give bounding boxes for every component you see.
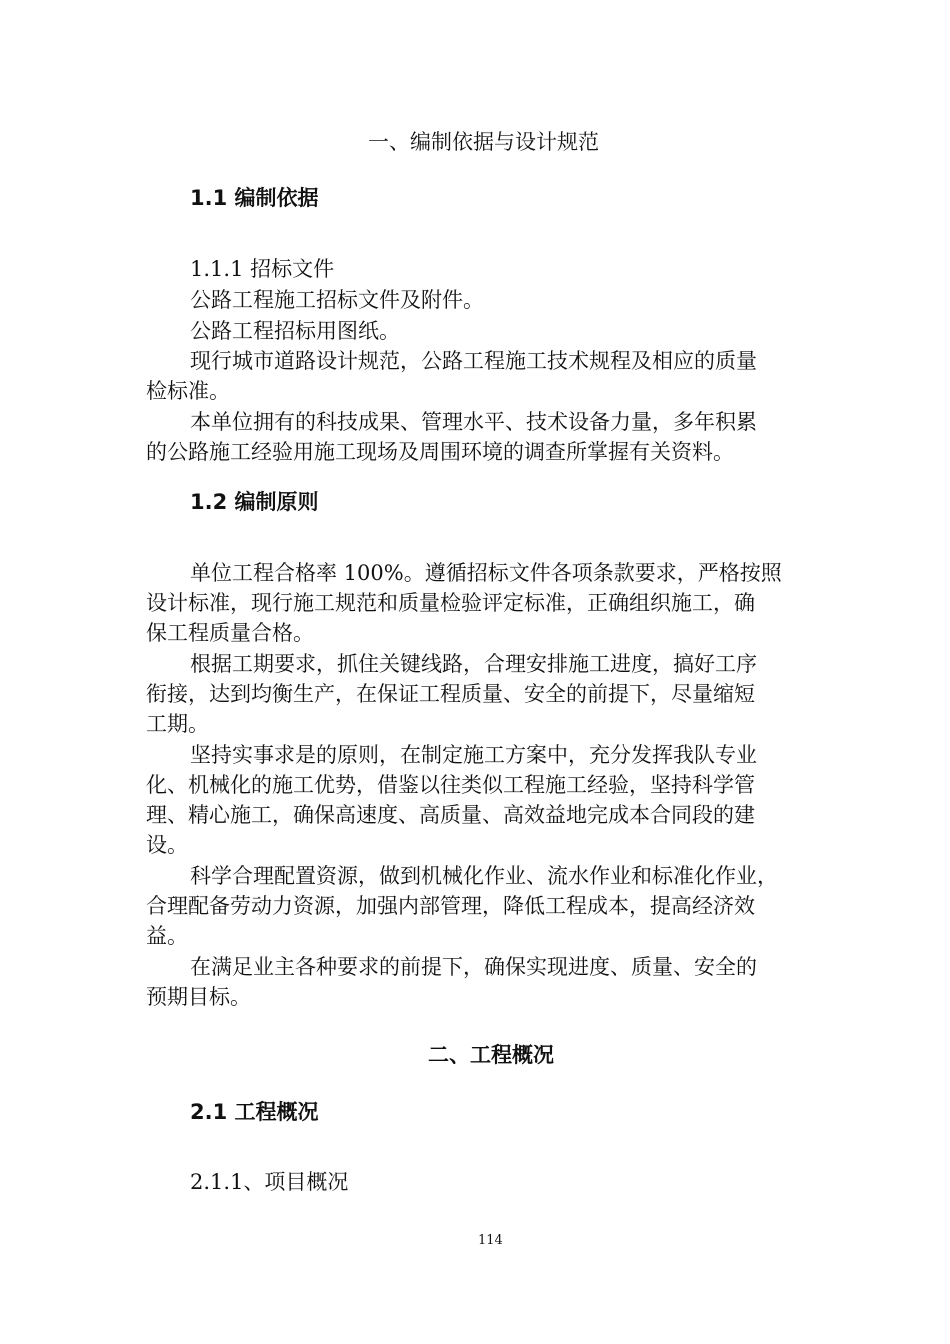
paragraph-8-line-2: 合理配备劳动力资源，加强内部管理，降低工程成本，提高经济效 xyxy=(146,894,755,918)
page-number: 114 xyxy=(478,1233,503,1248)
section1-title: 一、编制依据与设计规范 xyxy=(368,130,599,154)
paragraph-9-line-1: 在满足业主各种要求的前提下，确保实现进度、质量、安全的 xyxy=(190,955,757,979)
paragraph-9-line-2: 预期目标。 xyxy=(146,985,251,1009)
paragraph-4-line-2: 的公路施工经验用施工现场及周围环境的调查所掌握有关资料。 xyxy=(146,440,734,464)
paragraph-1: 公路工程施工招标文件及附件。 xyxy=(190,288,484,312)
paragraph-7-line-3: 理、精心施工，确保高速度、高质量、高效益地完成本合同段的建 xyxy=(146,803,755,827)
paragraph-7-line-1: 坚持实事求是的原则，在制定施工方案中，充分发挥我队专业 xyxy=(190,743,757,767)
paragraph-5-line-3: 保工程质量合格。 xyxy=(146,621,314,645)
heading-2-1: 2.1 工程概况 xyxy=(190,1100,319,1124)
paragraph-3-line-1: 现行城市道路设计规范，公路工程施工技术规程及相应的质量 xyxy=(190,349,757,373)
paragraph-5-line-1: 单位工程合格率 100%。遵循招标文件各项条款要求，严格按照 xyxy=(190,561,782,585)
paragraph-6-line-3: 工期。 xyxy=(146,712,209,736)
paragraph-6-line-1: 根据工期要求，抓住关键线路，合理安排施工进度，搞好工序 xyxy=(190,652,757,676)
paragraph-8-line-3: 益。 xyxy=(146,924,188,948)
paragraph-8-line-1: 科学合理配置资源，做到机械化作业、流水作业和标准化作业， xyxy=(190,864,778,888)
heading-1-1: 1.1 编制依据 xyxy=(190,186,319,210)
paragraph-3-line-2: 检标准。 xyxy=(146,379,230,403)
paragraph-4-line-1: 本单位拥有的科技成果、管理水平、技术设备力量，多年积累 xyxy=(190,410,757,434)
heading-2-1-1: 2.1.1、项目概况 xyxy=(190,1170,349,1194)
heading-1-2: 1.2 编制原则 xyxy=(190,490,319,514)
heading-1-1-1: 1.1.1 招标文件 xyxy=(190,257,335,281)
paragraph-7-line-2: 化、机械化的施工优势，借鉴以往类似工程施工经验，坚持科学管 xyxy=(146,773,755,797)
paragraph-2: 公路工程招标用图纸。 xyxy=(190,319,400,343)
section2-title: 二、工程概况 xyxy=(428,1043,554,1067)
paragraph-6-line-2: 衔接，达到均衡生产，在保证工程质量、安全的前提下，尽量缩短 xyxy=(146,682,755,706)
paragraph-7-line-4: 设。 xyxy=(146,833,188,857)
paragraph-5-line-2: 设计标准，现行施工规范和质量检验评定标准，正确组织施工，确 xyxy=(146,591,755,615)
